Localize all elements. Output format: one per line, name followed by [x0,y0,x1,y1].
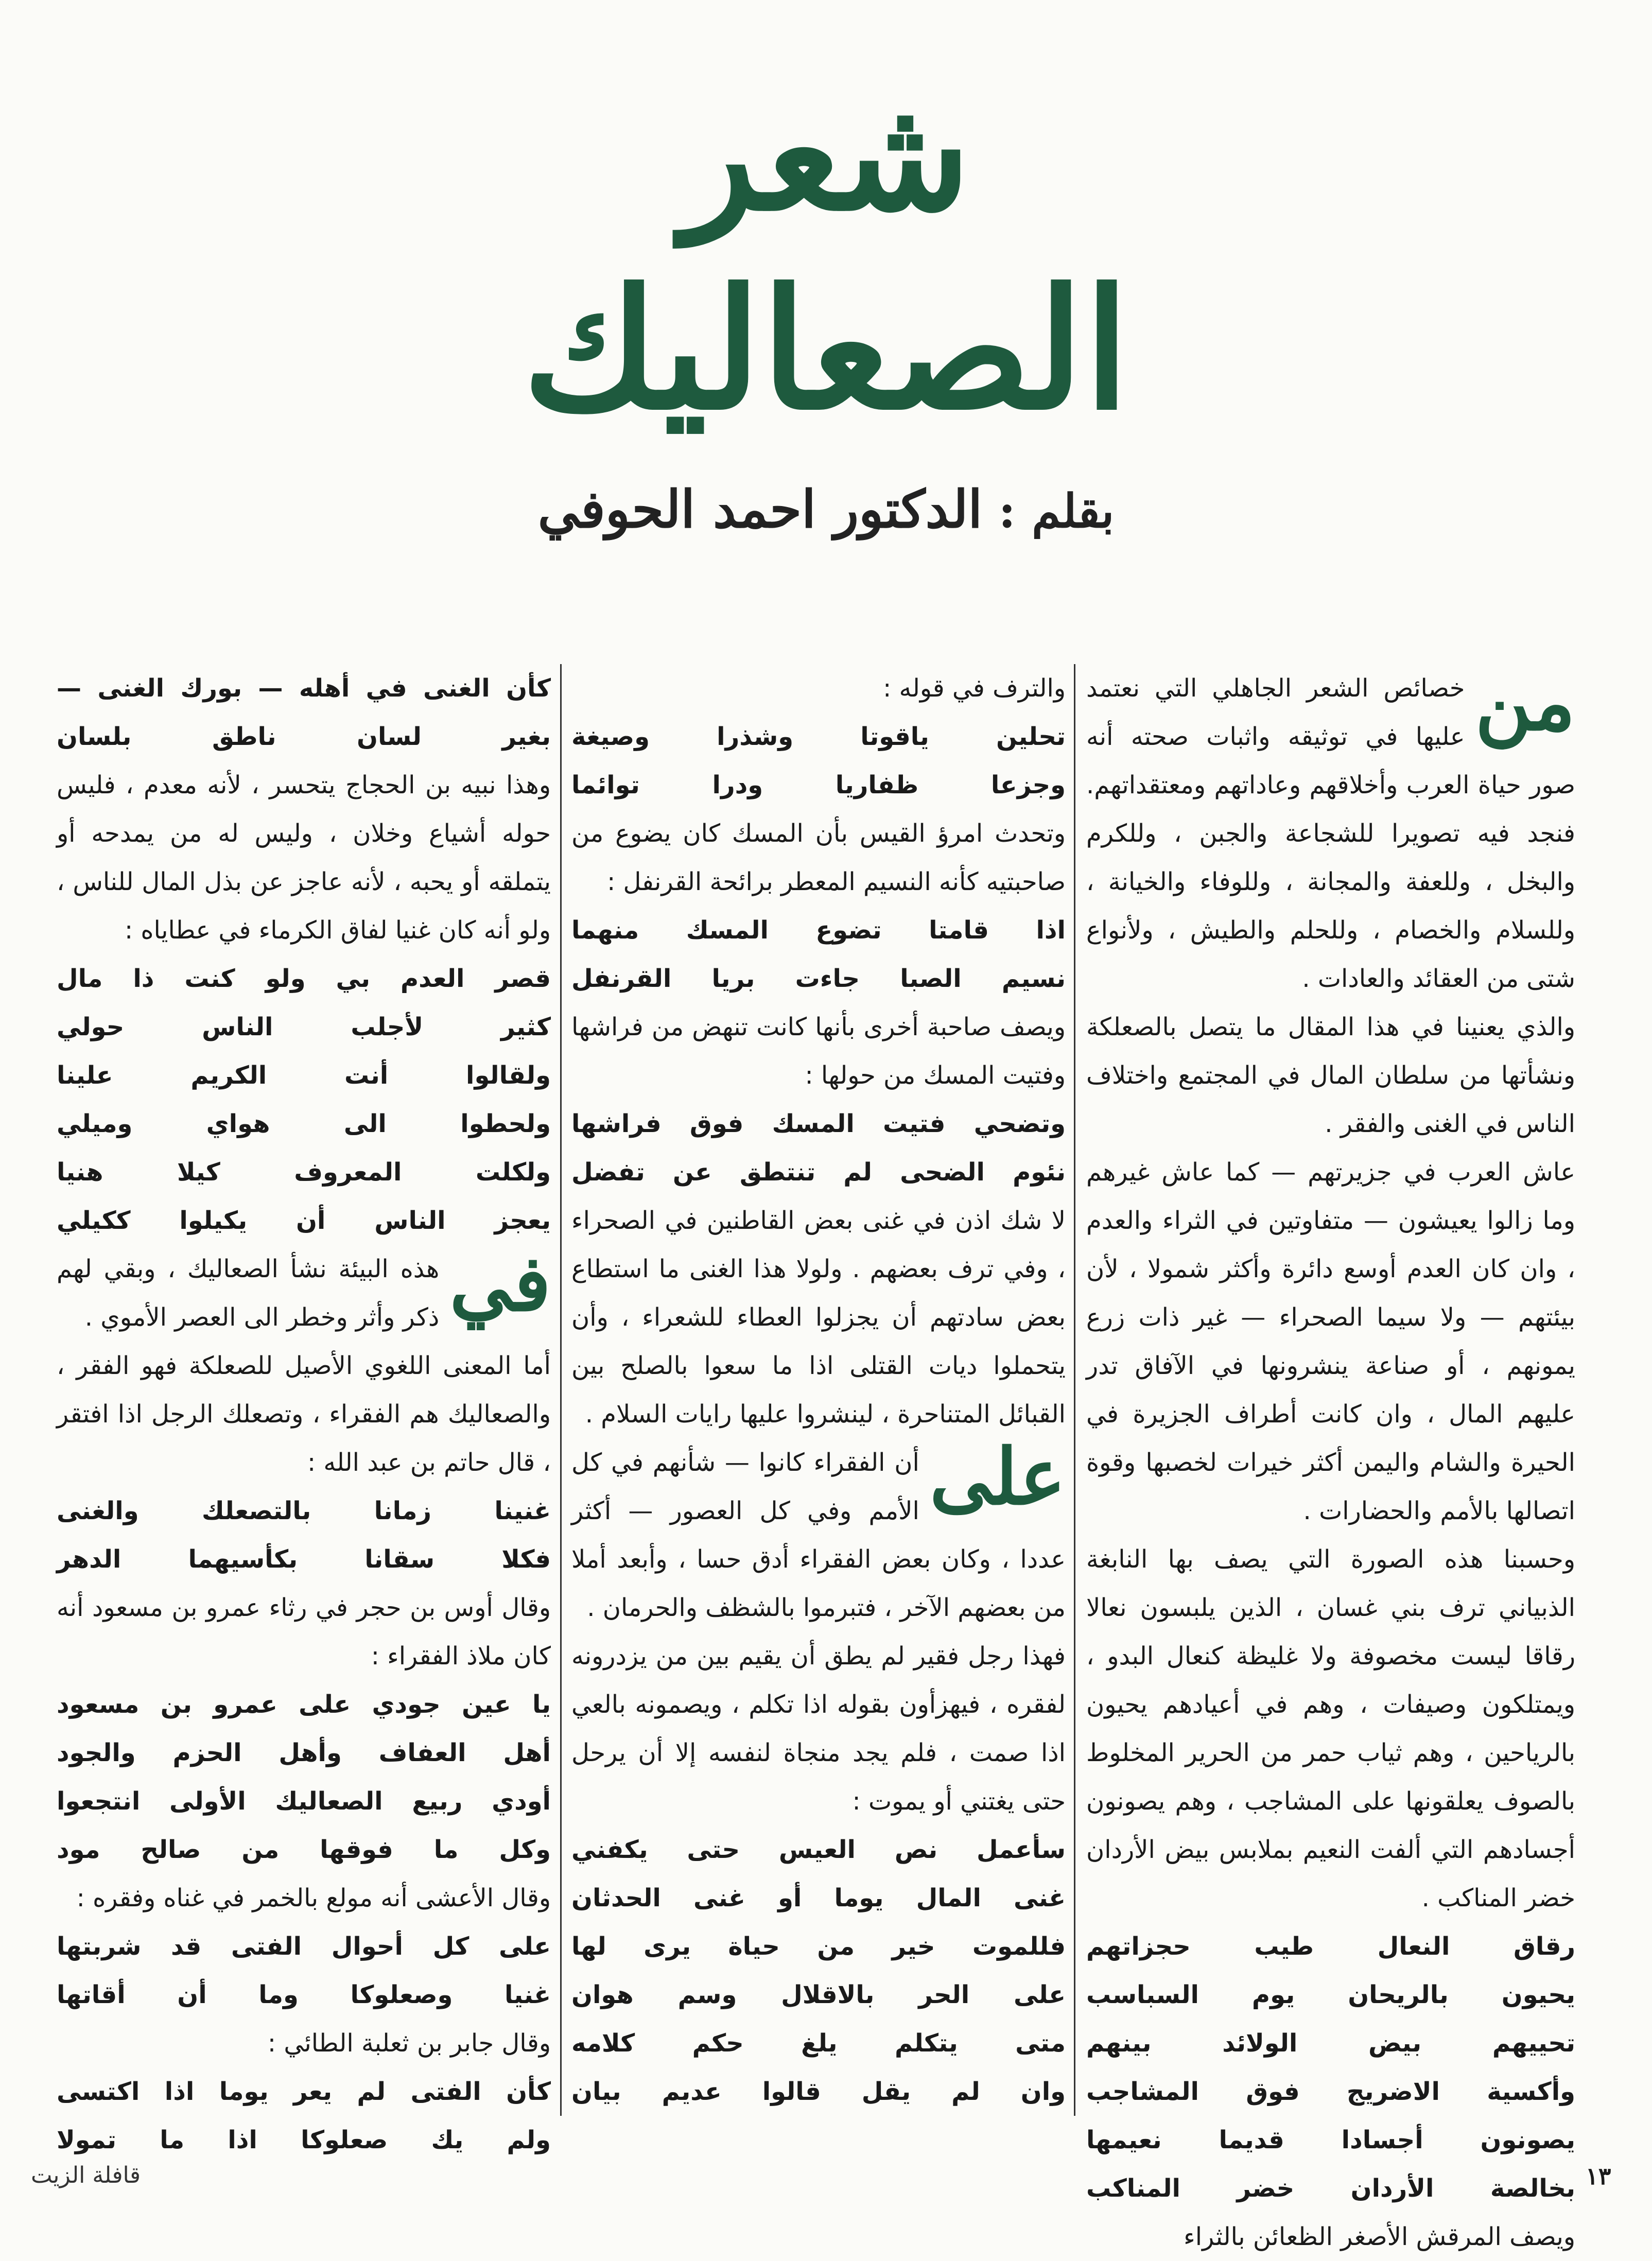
verse-line: سأعمل نص العيس حتى يكفني [571,1835,1066,1864]
title-line-2: الصعاليك [522,253,1130,446]
verse-line: يصونون أجسادا قديما نعيمها [1086,2126,1575,2154]
drop-cap: في [449,1238,551,1329]
verse-line: ولحطوا الى هواي وميلي [57,1109,551,1138]
verse-line: على الحر بالاقلال وسم هوان [571,1980,1066,2009]
verse-line: وان لم يقل قالوا عديم بيان [571,2077,1066,2106]
paragraph: وهذا نبيه بن الحجاج يتحسر ، لأنه معدم ، فليس حوله أشياع وخلان ، وليس له من يمدحه أو يتملقه أو يحبه ، لأنه عاجز عن بذل المال للناس ، ولو أنه كان غنيا لفاق الكرماء في عطاياه : [57,771,551,945]
verse-line: وجزعا ظفاريا ودرا توائما [571,771,1066,799]
page-number: ١٣ [1586,2162,1611,2190]
byline-prefix: بقلم : [998,484,1115,538]
paragraph: والذي يعنينا في هذا المقال ما يتصل بالصعلكة ونشأتها من سلطان المال في المجتمع واختلاف الناس في الغنى والفقر . [1086,1013,1575,1138]
verse-line: فللموت خير من حياة يرى لها [571,1932,1066,1961]
paragraph: وقال أوس بن حجر في رثاء عمرو بن مسعود أنه كان ملاذ الفقراء : [57,1593,551,1671]
verse-line: بخالصة الأردان خضر المناكب [1086,2174,1575,2203]
verse-line: متى يتكلم يلغ حكم كلامه [571,2029,1066,2058]
paragraph: هذه البيئة نشأ الصعاليك ، وبقي لهم ذكر وأثر وخطر الى العصر الأموي . [57,1255,440,1332]
paragraph: والترف في قوله : [883,674,1066,703]
verse-line: فكلا سقانا بكأسيهما الدهر [57,1545,551,1574]
paragraph: وحسبنا هذه الصورة التي يصف بها النابغة الذبياني ترف بني غسان ، الذين يلبسون نعالا رقاقا ليست مخصوفة ولا غليظة كنعال البدو ، ويمتلكون وصيفات ، وهم في أعيادهم يحيون بالرياحين ، وهم ثياب حمر من الحرير المخلوط بالصوف يعلقونها على المشاجب ، وهم يصونون أجسادهم التي ألفت النعيم بملابس بيض الأردان خضر المناكب . [1086,1545,1575,1912]
verse-line: يعجز الناس أن يكيلوا ككيلي [57,1206,551,1235]
verse-line: تحييهم بيض الولائد بينهم [1086,2029,1575,2058]
verse-line: وكل ما فوقها من صالح مود [57,1835,551,1864]
verse-line: نسيم الصبا جاءت بريا القرنفل [571,964,1066,993]
verse-line: بغير لسان ناطق بلسان [57,722,551,751]
paragraph: خصائص الشعر الجاهلي التي نعتمد عليها في توثيقه واثبات صحته أنه صور حياة العرب وأخلاقهم وعاداتهم ومعتقداتهم. فنجد فيه تصويرا للشجاعة والجبن ، وللكرم والبخل ، وللعفة والمجانة ، وللوفاء والخيانة ، وللسلام والخصام ، وللحلم والطيش ، ولأنواع شتى من العقائد والعادات . [1086,674,1575,993]
article-column-2 [571,664,1066,2126]
verse-line: تحلين ياقوتا وشذرا وصيغة [571,722,1066,751]
verse-line: أودي ربيع الصعاليك الأولى انتجعوا [57,1787,551,1816]
verse-line: ولكلت المعروف كيلا هنيا [57,1158,551,1187]
magazine-name: قافلة الزيت [31,2162,141,2188]
paragraph: أن الفقراء كانوا — شأنهم في كل الأمم وفي كل العصور — أكثر عددا ، وكان بعض الفقراء أدق حسا ، وأبعد أملا من بعضهم الآخر ، فتبرموا بالشظف والحرمان . [571,1448,1066,1622]
verse-line: ولقالوا أنت الكريم علينا [57,1061,551,1090]
paragraph: وتحدث امرؤ القيس بأن المسك كان يضوع من صاحبتيه كأنه النسيم المعطر برائحة القرنفل : [571,819,1066,896]
verse-line: أهل العفاف وأهل الحزم والجود [57,1738,551,1767]
verse-line: وتضحي فتيت المسك فوق فراشها [571,1109,1066,1138]
verse-line: يحيون بالريحان يوم السباسب [1086,1980,1575,2009]
paragraph: أما المعنى اللغوي الأصيل للصعلكة فهو الفقر ، والصعاليك هم الفقراء ، وتصعلك الرجل اذا افتقر ، قال حاتم بن عبد الله : [57,1351,551,1477]
verse-line: غنى المال يوما أو غنى الحدثان [571,1884,1066,1912]
verse-line: ولم يك صعلوكا اذا ما تمولا [57,2126,551,2154]
column-divider [560,664,562,2116]
verse-line: كأن الغنى في أهله — بورك الغنى — [57,674,551,703]
verse-line: يا عين جودي على عمرو بن مسعود [57,1690,551,1719]
paragraph: وقال الأعشى أنه مولع بالخمر في غناه وفقره : [76,1884,551,1912]
paragraph: فهذا رجل فقير لم يطق أن يقيم بين من يزدرونه لفقره ، فيهزأون بقوله اذا تكلم ، ويصمونه بالعي اذا صمت ، فلم يجد منجاة لنفسه إلا أن يرحل حتى يغتني أو يموت : [571,1642,1066,1816]
paragraph: لا شك اذن في غنى بعض القاطنين في الصحراء ، وفي ترف بعضهم . ولولا هذا الغنى ما استطاع بعض سادتهم أن يجزلوا العطاء للشعراء ، وأن يتحملوا ديات القتلى اذا ما سعوا بالصلح بين القبائل المتناحرة ، لينشروا عليها رايات السلام . [571,1206,1066,1429]
verse-line: قصر العدم بي ولو كنت ذا مال [57,964,551,993]
column-divider [1074,664,1075,2116]
byline [0,479,1652,540]
verse-line: كثير لأجلب الناس حولي [57,1013,551,1041]
verse-line: رقاق النعال طيب حجزاتهم [1086,1932,1575,1961]
paragraph: ويصف المرقش الأصغر الظعائن بالثراء [1184,2222,1575,2251]
paragraph: وقال جابر بن ثعلبة الطائي : [267,2029,551,2058]
verse-line: نئوم الضحى لم تنتطق عن تفضل [571,1158,1066,1187]
paragraph: ويصف صاحبة أخرى بأنها كانت تنهض من فراشها وفتيت المسك من حولها : [571,1013,1066,1090]
drop-cap: من [1475,657,1575,748]
verse-line: كأن الفتى لم يعر يوما اذا اكتسى [57,2077,551,2106]
verse-line: على كل أحوال الفتى قد شربتها [57,1932,551,1961]
article-column-3 [57,664,551,2154]
byline-author: الدكتور احمد الحوفي [537,479,983,540]
verse-line: وأكسية الاضريج فوق المشاجب [1086,2077,1575,2106]
verse-line: غنيا وصعلوكا وما أن أقاتها [57,1980,551,2009]
drop-cap: على [929,1432,1066,1522]
paragraph: عاش العرب في جزيرتهم — كما عاش غيرهم وما زالوا يعيشون — متفاوتين في الثراء والعدم ، وان كان العدم أوسع دائرة وأكثر شمولا ، لأن بيئتهم — ولا سيما الصحراء — غير ذات زرع يمونهم ، أو صناعة ينشرونها في الآفاق تدر عليهم المال ، وان كانت أطراف الجزيرة في الحيرة والشام واليمن أكثر خيرات لخصبها وقوة اتصالها بالأمم والحضارات . [1086,1158,1575,1525]
verse-line: اذا قامتا تضوع المسك منهما [571,916,1066,945]
article-column-1 [1086,657,1575,2251]
verse-line: غنينا زمانا بالتصعلك والغنى [57,1497,551,1525]
title-line-1: شعر [681,63,971,245]
